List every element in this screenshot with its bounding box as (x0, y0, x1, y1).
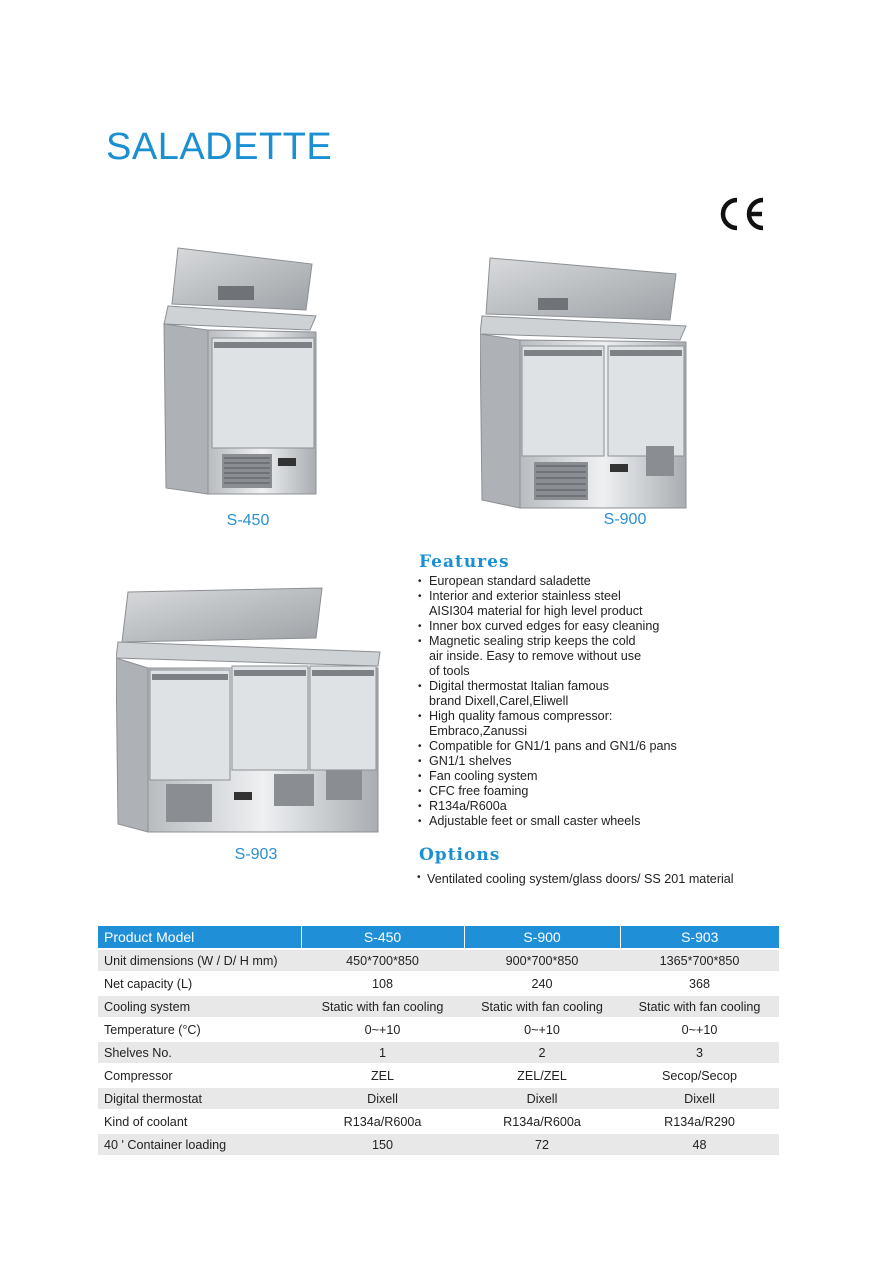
table-cell: 150 (301, 1133, 464, 1155)
table-cell: 1 (301, 1041, 464, 1064)
table-cell: Static with fan cooling (620, 995, 779, 1018)
row-label: Temperature (°C) (98, 1018, 301, 1041)
feature-item: • Digital thermostat Italian famous brand Dixell,Carel,Eliwell (416, 679, 706, 709)
page-title: SALADETTE (106, 126, 333, 168)
feature-item: • Fan cooling system (416, 769, 706, 784)
feature-item: • Interior and exterior stainless steel AISI304 material for high level product (416, 589, 706, 619)
table-cell: 48 (620, 1133, 779, 1155)
table-cell: 1365*700*850 (620, 949, 779, 972)
s450-product-image (160, 244, 320, 506)
table-cell: ZEL (301, 1064, 464, 1087)
spec-table-header-row (98, 926, 779, 949)
row-label: Digital thermostat (98, 1087, 301, 1110)
table-cell: 0~+10 (464, 1018, 620, 1041)
table-cell: 2 (464, 1041, 620, 1064)
feature-item: • CFC free foaming (416, 784, 706, 799)
table-cell: Dixell (620, 1087, 779, 1110)
table-cell: ZEL/ZEL (464, 1064, 620, 1087)
table-cell: Static with fan cooling (464, 995, 620, 1018)
header-product-model: Product Model (98, 926, 301, 949)
header-s900: S-900 (464, 926, 620, 949)
table-cell: R134a/R600a (301, 1110, 464, 1133)
table-row (98, 995, 779, 1018)
s903-caption: S-903 (234, 846, 278, 863)
table-cell: Dixell (301, 1087, 464, 1110)
row-label: Cooling system (98, 995, 301, 1018)
row-label: Shelves No. (98, 1041, 301, 1064)
ce-mark-icon (716, 194, 770, 234)
option-item: • Ventilated cooling system/glass doors/ SS 201 material (416, 872, 734, 886)
s903-product-image (116, 586, 382, 834)
table-cell: R134a/R290 (620, 1110, 779, 1133)
table-cell: Secop/Secop (620, 1064, 779, 1087)
table-row (98, 972, 779, 995)
table-cell: 450*700*850 (301, 949, 464, 972)
table-row (98, 1041, 779, 1064)
s450-caption: S-450 (226, 512, 270, 529)
spec-table (98, 926, 779, 1155)
table-cell: 240 (464, 972, 620, 995)
header-s450: S-450 (301, 926, 464, 949)
row-label: Kind of coolant (98, 1110, 301, 1133)
s900-caption: S-900 (603, 511, 647, 528)
table-row (98, 1018, 779, 1041)
row-label: 40 ' Container loading (98, 1133, 301, 1155)
table-cell: 108 (301, 972, 464, 995)
feature-item: • GN1/1 shelves (416, 754, 706, 769)
feature-item: • Adjustable feet or small caster wheels (416, 814, 706, 829)
feature-item: • Magnetic sealing strip keeps the cold air inside. Easy to remove without use of tools (416, 634, 706, 679)
feature-item: • High quality famous compressor: Embraco,Zanussi (416, 709, 706, 739)
header-s903: S-903 (620, 926, 779, 949)
s900-product-image (480, 254, 690, 512)
table-cell: 0~+10 (620, 1018, 779, 1041)
row-label: Net capacity (L) (98, 972, 301, 995)
table-cell: 72 (464, 1133, 620, 1155)
feature-item: • Inner box curved edges for easy cleaning (416, 619, 706, 634)
table-row (98, 1133, 779, 1155)
feature-item: • European standard saladette (416, 574, 706, 589)
table-cell: Dixell (464, 1087, 620, 1110)
options-heading: Options (419, 845, 501, 865)
features-list (416, 574, 706, 829)
table-cell: 900*700*850 (464, 949, 620, 972)
table-row (98, 949, 779, 972)
row-label: Unit dimensions (W / D/ H mm) (98, 949, 301, 972)
table-cell: 3 (620, 1041, 779, 1064)
table-row (98, 1110, 779, 1133)
table-cell: R134a/R600a (464, 1110, 620, 1133)
feature-item: • R134a/R600a (416, 799, 706, 814)
table-cell: Static with fan cooling (301, 995, 464, 1018)
table-cell: 0~+10 (301, 1018, 464, 1041)
feature-item: • Compatible for GN1/1 pans and GN1/6 pans (416, 739, 706, 754)
features-heading: Features (419, 552, 510, 572)
table-row (98, 1087, 779, 1110)
table-row (98, 1064, 779, 1087)
row-label: Compressor (98, 1064, 301, 1087)
table-cell: 368 (620, 972, 779, 995)
